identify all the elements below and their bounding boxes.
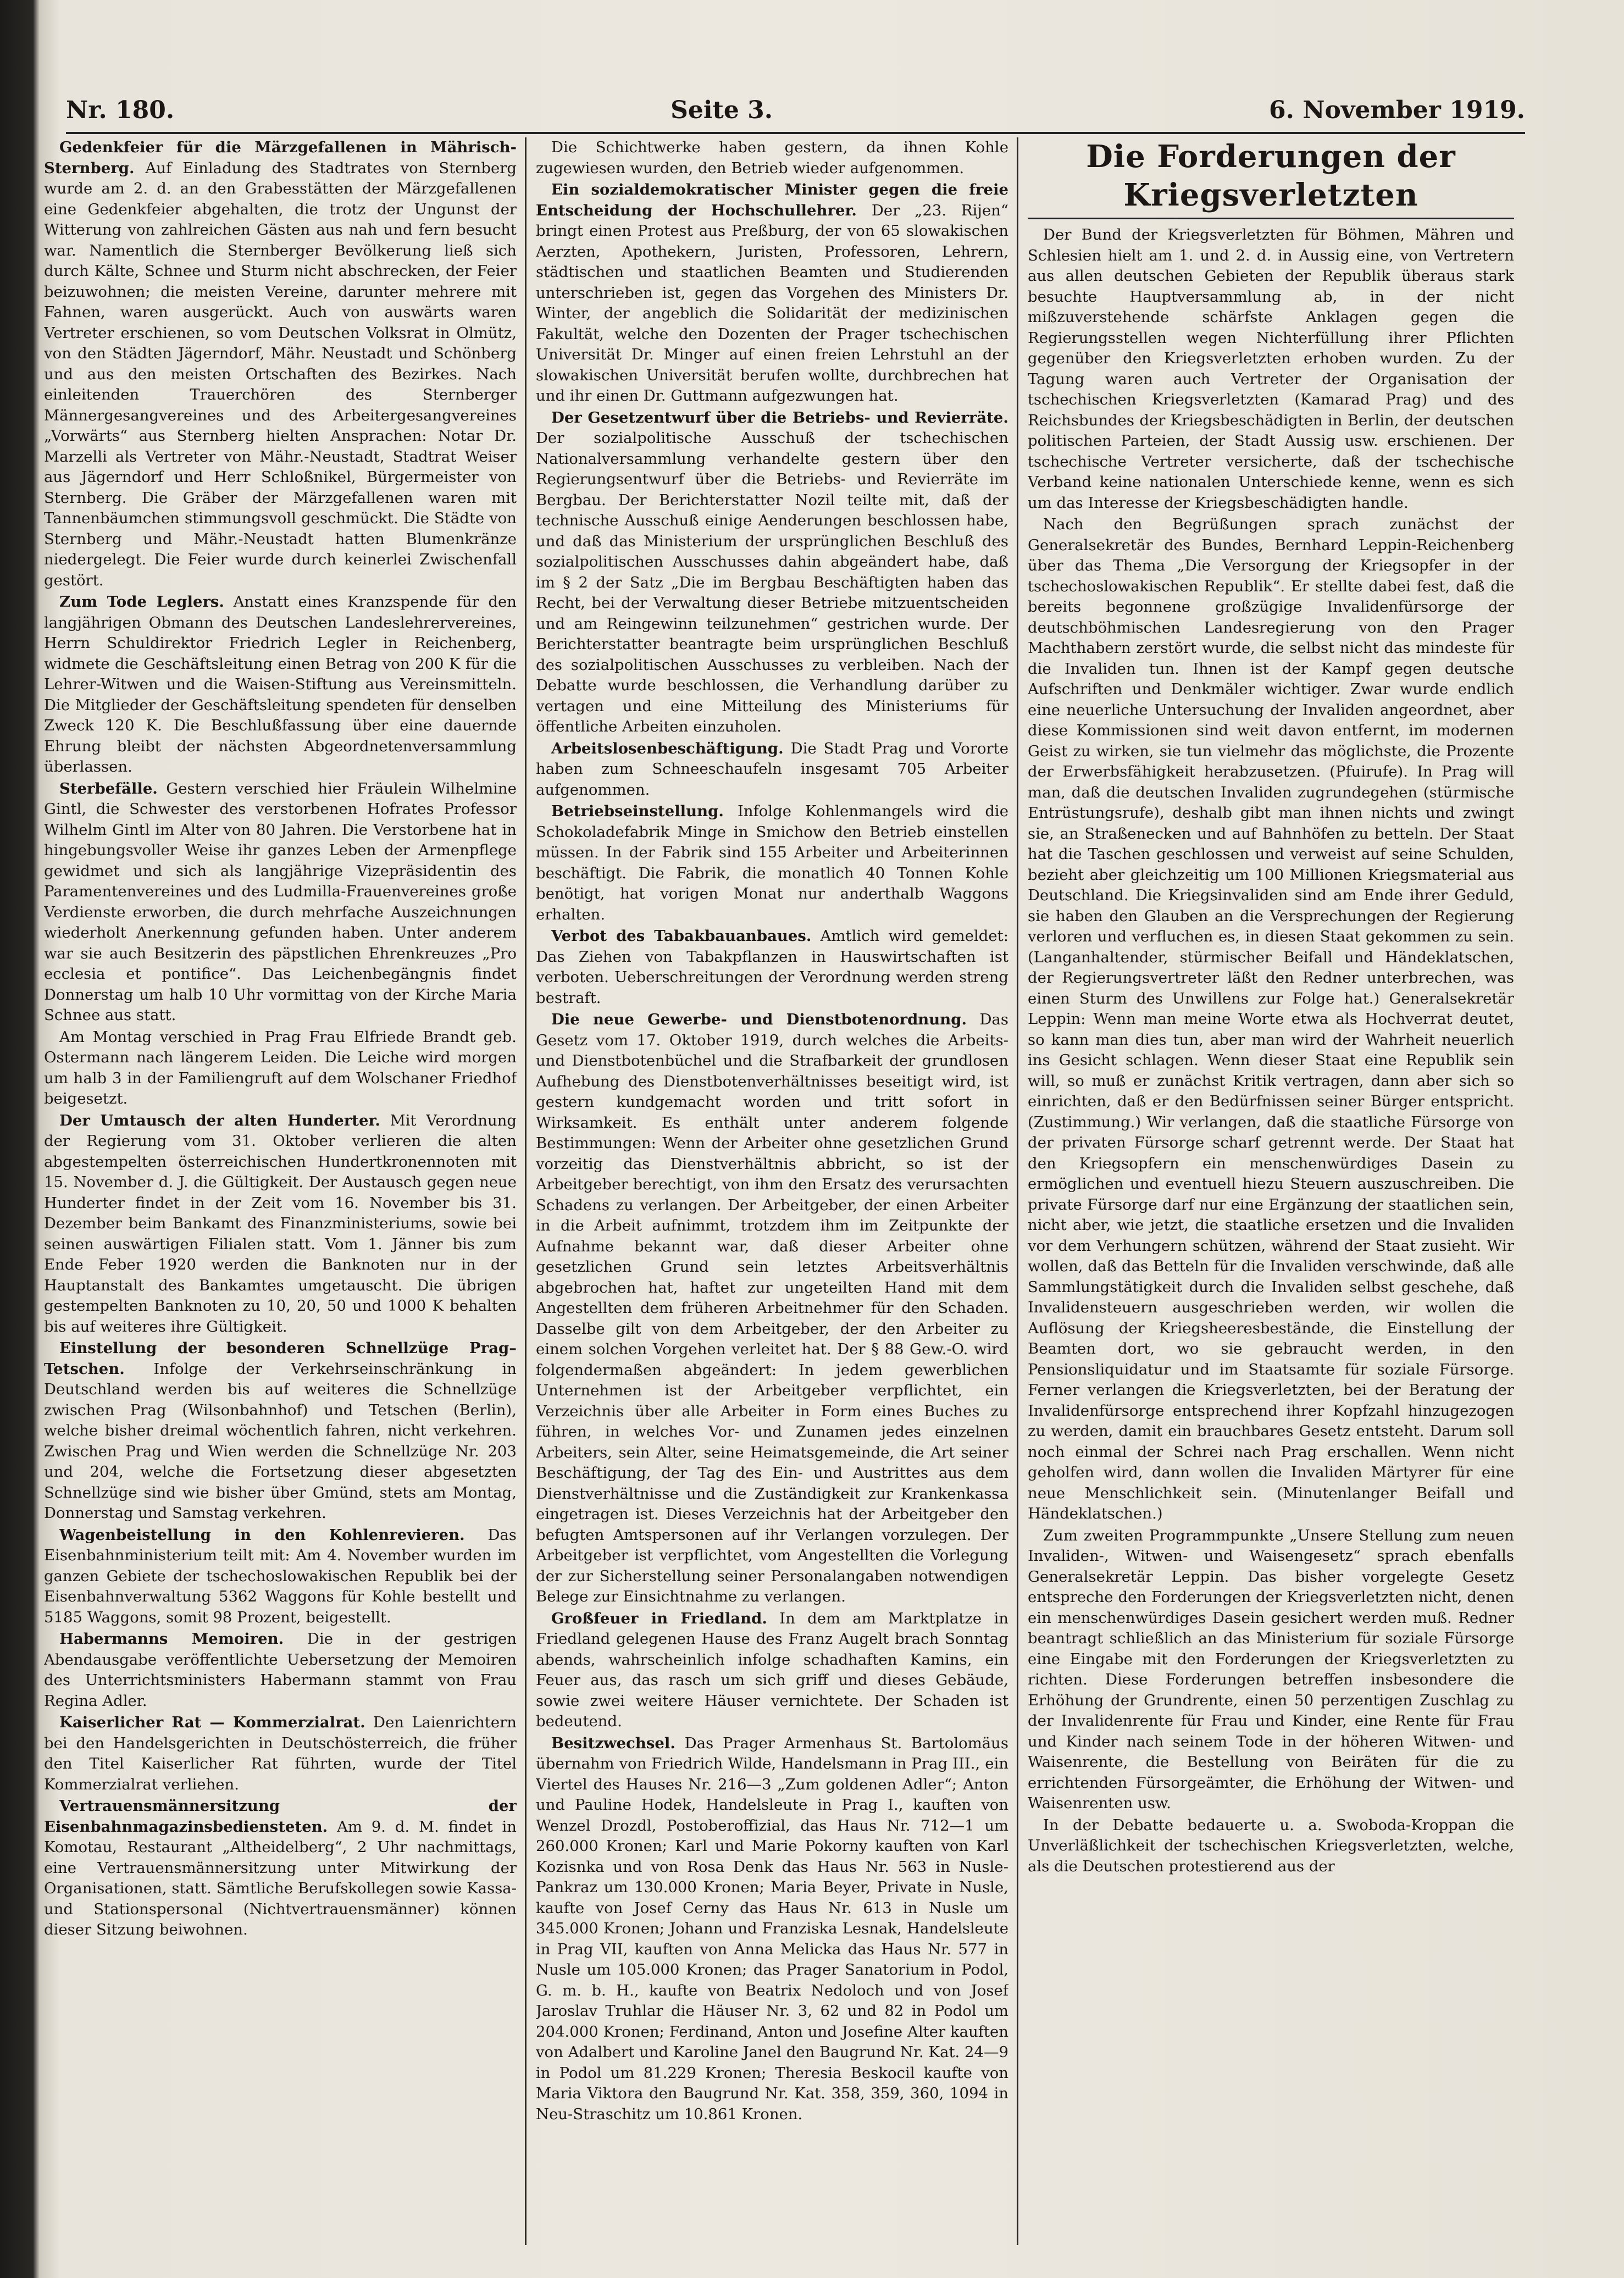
column-right bbox=[1028, 137, 1514, 2245]
news-item bbox=[44, 1027, 517, 1110]
news-item-heading: Habermanns Memoiren. bbox=[59, 1630, 284, 1648]
news-item-text: Der sozialpolitische Ausschuß der tschechischen Nationalversammlung verhandelte gestern über den Regierungsentwurf über die Betriebs- und Revierräte im Bergbau. Der Berichterstatter Nozil teilte mit, daß der technische Ausschuß einige Aenderungen beschlossen habe, und daß das Ministerium der ursprünglichen Beschluß des sozialpolitischen Ausschusses dahin abgeändert habe, daß im § 2 der Satz „Die im Bergbau Beschäftigten haben das Recht, bei der Verwaltung dieser Betriebe mitzuentscheiden und am Reingewinn teilzunehmen“ gestrichen wurde. Der Berichterstatter beantragte beim ursprünglichen Beschluß des sozialpolitischen Ausschusses zu verbleiben. Nach der Debatte wurde beschlossen, die Verhandlung darüber zu vertagen und eine Mitteilung des Ministeriums für öffentliche Arbeiten einzuholen. bbox=[536, 429, 1008, 735]
news-item bbox=[44, 1111, 517, 1338]
news-item-heading: Verbot des Tabakbauanbaues. bbox=[551, 927, 812, 945]
news-item-text: Am 9. d. M. findet in Komotau, Restaurant „Altheidelberg“, 2 Uhr nachmittags, eine Vertrauensmännersitzung unter Mitwirkung der Organisationen, statt. Sämtliche Berufskollegen sowie Kassa- und Stationspersonal (Nichtvertrauensmänner) können dieser Sitzung beiwohnen. bbox=[44, 1817, 517, 1938]
news-item-heading: Die neue Gewerbe- und Dienstbotenordnung. bbox=[551, 1011, 967, 1028]
column-divider bbox=[1017, 137, 1018, 2245]
news-item-text: Das Gesetz vom 17. Oktober 1919, durch welches die Arbeits- und Dienstbotenbüchel und die Strafbarkeit der grundlosen Aufhebung des Dienstbotenverhältnisses beseitigt wird, ist gestern kundgemacht worden und tritt sofort in Wirksamkeit. Es enthält unter anderem folgende Bestimmungen: Wenn der Arbeiter ohne gesetzlichen Grund vorzeitig das Dienstverhältnis abbricht, so ist der Arbeitgeber berechtigt, von ihm den Ersatz des verursachten Schadens zu verlangen. Der Arbeitgeber, der einen Arbeiter in die Arbeit aufnimmt, trotzdem ihm im Zeitpunkte der Aufnahme bekannt war, daß dieser Arbeiter ohne gesetzlichen Grund sein letztes Arbeitsverhältnis abgebrochen hat, haftet zur ungeteilten Hand mit dem Angestellten dem früheren Arbeitnehmer für den Schaden. Dasselbe gilt von dem Arbeitgeber, der den Arbeiter zu einem solchen Vorgehen verleitet hat. Der § 88 Gew.-O. wird folgendermaßen abgeändert: In jedem gewerblichen Unternehmen ist der Arbeitgeber verpflichtet, ein Verzeichnis über alle Arbeiter in Form eines Buches zu führen, in welches Vor- und Zunamen jedes einzelnen Arbeiters, sein Alter, seine Heimatsgemeinde, die Art seiner Beschäftigung, der Tag des Ein- und Austrittes aus dem Dienstverhältnisse und die Zuständigkeit zur Krankenkassa eingetragen ist. Dieses Verzeichnis hat der Arbeitgeber den befugten Amtspersonen auf ihr Verlangen vorzulegen. Der Arbeitgeber ist verpflichtet, vom Angestellten die Vorlegung der zur Sicherstellung seiner Personalangaben notwendigen Belege zur Einsichtnahme zu verlangen. bbox=[536, 1011, 1008, 1605]
news-item-heading: Vertrauensmännersitzung der Eisenbahnmagazinsbediensteten. bbox=[44, 1797, 517, 1836]
news-item bbox=[44, 1338, 517, 1524]
news-item-text: Mit Verordnung der Regierung vom 31. Oktober verlieren die alten abgestempelten österreichischen Hundertkronennoten mit 15. November d. J. die Gültigkeit. Der Austausch gegen neue Hunderter findet in der Zeit vom 16. November bis 31. Dezember beim Bankamt des Finanzministeriums, sowie bei seinen auswärtigen Filialen statt. Vom 1. Jänner bis zum Ende Feber 1920 werden die Banknoten nur in der Hauptanstalt des Bankamtes umgetauscht. Die übrigen gestempelten Banknoten zu 10, 20, 50 und 1000 K behalten bis auf weiteres ihre Gültigkeit. bbox=[44, 1111, 517, 1335]
news-item-text: Den Laienrichtern bei den Handelsgerichten in Deutschösterreich, die früher den Titel Kaiserlicher Rat führten, wurde der Titel Kommerzialrat verliehen. bbox=[44, 1714, 517, 1793]
news-item bbox=[536, 137, 1008, 179]
news-item-heading: Der Umtausch der alten Hunderter. bbox=[59, 1111, 380, 1129]
news-item-text: Die Stadt Prag und Vororte haben zum Schneeschaufeln insgesamt 705 Arbeiter aufgenommen. bbox=[536, 739, 1008, 799]
news-item-text: Auf Einladung des Stadtrates von Sternberg wurde am 2. d. an den Grabesstätten der Märzgefallenen eine Gedenkfeier abgehalten, die trotz der Ungunst der Witterung von zahlreichen Gästen aus nah und fern besucht war. Namentlich die Sternberger Bevölkerung ließ sich durch Kälte, Schnee und Sturm nicht abschrecken, der Feier beizuwohnen; die meisten Vereine, darunter mehrere mit Fahnen, waren ausgerückt. Auch von auswärts waren Vertreter erschienen, so vom Deutschen Volksrat in Olmütz, von den Städten Jägerndorf, Mähr. Neustadt und Schönberg und aus den meisten Ortschaften des Bezirkes. Nach einleitenden Trauerchören des Sternberger Männergesangvereines und des Arbeitergesangvereines „Vorwärts“ aus Sternberg hielten Ansprachen: Notar Dr. Marzelli als Vertreter von Mähr.-Neustadt, Stadtrat Weiser aus Jägerndorf und Herr Schloßnikel, Bürgermeister von Sternberg. Die Gräber der Märzgefallenen waren mit Tannenbäumchen stimmungsvoll geschmückt. Die Städte von Sternberg und Mähr.-Neustadt hatten Blumenkränze niedergelegt. Die Feier wurde durch keinerlei Zwischenfall gestört. bbox=[44, 159, 517, 589]
news-item-heading: Arbeitslosenbeschäftigung. bbox=[551, 739, 784, 757]
column-middle bbox=[536, 137, 1008, 2245]
column-divider bbox=[525, 137, 526, 2245]
news-item-heading: Der Gesetzentwurf über die Betriebs- und Revierräte. bbox=[551, 408, 1008, 426]
news-item-heading: Sterbefälle. bbox=[59, 779, 158, 797]
news-item-heading: Großfeuer in Friedland. bbox=[551, 1609, 767, 1627]
news-item bbox=[536, 1609, 1008, 1732]
news-item bbox=[44, 592, 517, 778]
news-item-text: Infolge Kohlenmangels wird die Schokoladefabrik Minge in Smichow den Betrieb einstellen müssen. In der Fabrik sind 155 Arbeiter und Arbeiterinnen beschäftigt. Die Fabrik, die monatlich 40 Tonnen Kohle benötigt, hat vorigen Monat nur anderthalb Waggons erhalten. bbox=[536, 802, 1008, 923]
news-item-heading: Betriebseinstellung. bbox=[551, 802, 724, 820]
news-item-heading: Wagenbeistellung in den Kohlenrevieren. bbox=[59, 1526, 465, 1544]
news-item-text: Die in der gestrigen Abendausgabe veröffentlichte Uebersetzung der Memoiren des Unterrichtsministers Habermann stammt von Frau Regina Adler. bbox=[44, 1630, 517, 1710]
news-item-text: Das Eisenbahnministerium teilt mit: Am 4. November wurden im ganzen Gebiete der tschechoslowakischen Republik bei der Eisenbahnverwaltung 5362 Waggons für Kohle bestellt und 5185 Waggons, somit 98 Prozent, beigestellt. bbox=[44, 1526, 517, 1626]
news-item bbox=[44, 1629, 517, 1711]
news-item-heading: Gedenkfeier für die Märzgefallenen in Mährisch-Sternberg. bbox=[44, 138, 517, 177]
news-item bbox=[536, 180, 1008, 407]
page-number: Seite 3. bbox=[670, 96, 773, 124]
news-item bbox=[44, 137, 517, 591]
news-item bbox=[536, 1010, 1008, 1608]
news-item-heading: Ein sozialdemokratischer Minister gegen die freie Entscheidung der Hochschullehrer. bbox=[536, 181, 1008, 219]
news-item bbox=[536, 1733, 1008, 2125]
article-paragraph: Zum zweiten Programmpunkte „Unsere Stellung zum neuen Invaliden-, Witwen- und Waisengesetz“ sprach ebenfalls Generalsekretär Leppin. Das bisher vorgelegte Gesetz entspreche den Forderungen der Kriegsverletzten nicht, denen ein menschenwürdiges Dasein gesichert werden muß. Redner beantragt schließlich an das Ministerium für soziale Fürsorge eine Eingabe mit den Forderungen der Kriegsverletzten zu richten. Diese Forderungen betreffen insbesondere die Erhöhung der Grundrente, einen 50 perzentigen Zuschlag zu der Invalidenrente für Frau und Kinder, eine Rente für Frau und Kinder nach seinem Tode in der höheren Witwen- und Waisenrente, die Bestellung von Beiräten für die zu errichtenden Fürsorgeämter, die Erhöhung der Witwen- und Waisenrenten usw. bbox=[1028, 1526, 1514, 1812]
news-item-text: Am Montag verschied in Prag Frau Elfriede Brandt geb. Ostermann nach längerem Leiden. Die Leiche wird morgen um halb 3 in der Familiengruft auf dem Wolschaner Friedhof beigesetzt. bbox=[44, 1028, 517, 1107]
column-left bbox=[44, 137, 517, 2245]
news-item bbox=[44, 1525, 517, 1628]
issue-number: Nr. 180. bbox=[66, 96, 175, 124]
article-paragraph: In der Debatte bedauerte u. a. Swoboda-Kroppan die Unverläßlichkeit der tschechischen Kriegsverletzten, welche, als die Deutschen protestierend aus der bbox=[1028, 1816, 1514, 1875]
news-item bbox=[536, 801, 1008, 925]
news-item-text: Das Prager Armenhaus St. Bartolomäus übernahm von Friedrich Wilde, Handelsmann in Prag III., ein Viertel des Hauses Nr. 216—3 „Zum goldenen Adler“; Anton und Pauline Hodek, Handelsleute in Prag I., kauften von Wenzel Drozdl, Postoberoffizial, das Haus Nr. 712—1 um 260.000 Kronen; Karl und Marie Pokorny kauften von Karl Kozisnka und von Rosa Denk das Haus Nr. 563 in Nusle-Pankraz um 130.000 Kronen; Maria Beyer, Private in Nusle, kaufte von Josef Cerny das Haus Nr. 613 in Nusle um 345.000 Kronen; Johann und Franziska Lesnak, Handelsleute in Prag VII, kauften von Anna Melicka das Haus Nr. 577 in Nusle um 105.000 Kronen; das Prager Sanatorium in Podol, G. m. b. H., kaufte von Beatrix Nedoloch und von Josef Jaroslav Truhlar die Häuser Nr. 3, 62 und 82 in Podol um 204.000 Kronen; Ferdinand, Anton und Josefine Alter kauften von Adalbert und Karoline Janel den Baugrund Nr. Kat. 24—9 in Podol um 81.229 Kronen; Theresia Beskocil kaufte von Maria Viktora den Baugrund Nr. Kat. 358, 359, 360, 1094 in Neu-Straschitz um 10.861 Kronen. bbox=[536, 1734, 1008, 2123]
news-item-text: Amtlich wird gemeldet: Das Ziehen von Tabakpflanzen in Hauswirtschaften ist verboten. Ueberschreitungen der Verordnung werden streng bestraft. bbox=[536, 927, 1008, 1007]
news-item bbox=[536, 739, 1008, 801]
issue-date: 6. November 1919. bbox=[1269, 96, 1525, 124]
news-item-text: Der „23. Rijen“ bringt einen Protest aus Preßburg, der von 65 slowakischen Aerzten, Apothekern, Juristen, Professoren, Lehrern, städtischen und staatlichen Beamten und Studierenden unterschrieben ist, gegen das Vorgehen des Ministers Dr. Winter, der angeblich die Solidarität der medizinischen Fakultät, welche den Dozenten der Prager tschechischen Universität Dr. Minger auf einen freien Lehrstuhl an der slowakischen Universität berufen wollte, durchbrechen hat und ihr einen Dr. Guttmann aufgezwungen hat. bbox=[536, 201, 1008, 404]
news-item bbox=[44, 1712, 517, 1795]
news-item-text: Gestern verschied hier Fräulein Wilhelmine Gintl, die Schwester des verstorbenen Hofrates Professor Wilhelm Gintl im Alter von 80 Jahren. Die Verstorbene hat in hingebungsvoller Weise ihr ganzes Leben der Armenpflege gewidmet und sich als langjährige Vizepräsidentin des Paramentenvereines und des Ludmilla-Frauenvereines große Verdienste erworben, die durch mehrfache Auszeichnungen wiederholt Anerkennung gefunden haben. Unter anderem war sie auch Besitzerin des päpstlichen Ehrenkreuzes „Pro ecclesia et pontifice“. Das Leichenbegängnis findet Donnerstag um halb 10 Uhr vormittag von der Kirche Maria Schnee aus statt. bbox=[44, 779, 517, 1024]
article-paragraph: Nach den Begrüßungen sprach zunächst der Generalsekretär des Bundes, Bernhard Leppin-Reichenberg über das Thema „Die Versorgung der Kriegsopfer in der tschechoslowakischen Republik“. Er stellte dabei fest, daß die bereits begonnene großzügige Invalidenfürsorge der deutschböhmischen Landesregierung von den Prager Machthabern zerstört wurde, die selbst nicht das mindeste für die Invaliden tun. Ihnen ist der Kampf gegen deutsche Aufschriften und Denkmäler wichtiger. Zwar wurde endlich eine neuerliche Untersuchung der Invaliden angeordnet, aber diese Kommissionen sind weit davon entfernt, im modernen Geist zu wirken, sie tun vielmehr das möglichste, die Prozente der Erwerbsfähigkeit herabzusetzen. (Pfuirufe). In Prag will man, daß die deutschen Invaliden zugrundegehen (stürmische Entrüstungsrufe), deshalb gibt man ihnen nichts und zwingt sie, an Straßenecken und auf Bahnhöfen zu betteln. Der Staat hat die Taschen geschlossen und verweist auf seine Schulden, bezieht aber gleichzeitig um 100 Millionen Kriegsmaterial aus Deutschland. Die Kriegsinvaliden sind am Ende ihrer Geduld, sie haben den Glauben an die Versprechungen der Regierung verloren und verfluchen es, in diesen Staat gekommen zu sein. (Langanhaltender, stürmischer Beifall und Händeklatschen, der Regierungsvertreter läßt den Redner unterbrechen, was einen Sturm des Unwillens zur Folge hat.) Generalsekretär Leppin: Wenn man meine Worte etwa als Hochverrat deutet, so kann man dies tun, aber man wird der Wahrheit neuerlich ins Gesicht schlagen. Wenn dieser Staat eine Republik sein will, so muß er zunächst Kritik vertragen, dann aber sich so einrichten, daß er den Bedürfnissen seiner Bürger entspricht. (Zustimmung.) Wir verlangen, daß die staatliche Fürsorge von der privaten Fürsorge scharf getrennt werde. Der Staat hat den Kriegsopfern ein menschenwürdiges Dasein zu ermöglichen und eventuell hiezu Steuern auszuschreiben. Die private Fürsorge darf nur eine Ergänzung der staatlichen sein, nicht aber, wie jetzt, die staatliche ersetzen und die Invaliden vor dem Verhungern schützen, während der Staat zusieht. Wir wollen, daß das Betteln für die Invaliden verschwinde, daß alle Sammlungstätigkeit durch die Invaliden selbst geschehe, daß Invalidensteuern ausgeschrieben werden, wir wollen die Auflösung der Kriegsheeresbestände, die Einstellung der Beamten dort, wo sie gebraucht werden, in den Pensionsliquidatur und im Staatsamte für soziale Fürsorge. Ferner verlangen die Kriegsverletzten, bei der Beratung der Invalidenfürsorge entsprechend ihrer Kopfzahl hinzugezogen zu werden, damit ein brauchbares Gesetz entsteht. Darum soll noch einmal der Schrei nach Prag erschallen. Wenn nicht geholfen wird, dann wollen die Invaliden Märtyrer für eine neue Menschlichkeit sein. (Minutenlanger Beifall und Händeklatschen.) bbox=[1028, 516, 1514, 1522]
news-item bbox=[536, 926, 1008, 1008]
news-item bbox=[536, 408, 1008, 738]
news-item-heading: Zum Tode Leglers. bbox=[59, 593, 224, 611]
news-item-text: Infolge der Verkehrseinschränkung in Deutschland werden bis auf weiteres die Schnellzüge zwischen Prag (Wilsonbahnhof) und Tetschen (Berlin), welche bisher dreimal wöchentlich fahren, nicht verkehren. Zwischen Prag und Wien werden die Schnellzüge Nr. 203 und 204, welche die Fortsetzung dieser abgesetzten Schnellzüge sind wie bisher über Gmünd, stets am Montag, Donnerstag und Samstag verkehren. bbox=[44, 1360, 517, 1522]
news-item-heading: Besitzwechsel. bbox=[551, 1734, 675, 1752]
news-item-text: In dem am Marktplatze in Friedland gelegenen Hause des Franz Augelt brach Sonntag abends, wahrscheinlich infolge schadhaften Kamins, ein Feuer aus, das rasch um sich griff und dieses Gebäude, sowie zwei weitere Häuser vernichtete. Der Schaden ist bedeutend. bbox=[536, 1609, 1008, 1730]
news-item bbox=[44, 1796, 517, 1941]
news-item-heading: Kaiserlicher Rat — Kommerzialrat. bbox=[59, 1714, 365, 1731]
article-headline: Die Forderungen der Kriegsverletzten bbox=[1028, 137, 1514, 219]
news-item-text: Anstatt eines Kranzspende für den langjährigen Obmann des Deutschen Landeslehrervereines, Herrn Schuldirektor Friedrich Legler in Reichenberg, widmete die Geschäftsleitung einen Betrag von 200 K für die Lehrer-Witwen und die Waisen-Stiftung aus Vereinsmitteln. Die Mitglieder der Geschäftsleitung spendeten für denselben Zweck 120 K. Die Beschlußfassung über eine dauernde Ehrung bleibt der nächsten Abgeordnetenversammlung überlassen. bbox=[44, 593, 517, 775]
news-item bbox=[44, 779, 517, 1026]
article-paragraph: Der Bund der Kriegsverletzten für Böhmen, Mähren und Schlesien hielt am 1. und 2. d. in Aussig eine, von Vertretern aus allen deutschen Gebieten der Republik überaus stark besuchte Hauptversammlung ab, in der nicht mißzuverstehende schärfste Anklagen gegen die Regierungsstellen wegen Nichterfüllung ihrer Pflichten gegenüber den Kriegsverletzten erhoben wurden. Zu der Tagung waren auch Vertreter der Organisation der tschechischen Kriegsverletzten (Kamarad Prag) und des Reichsbundes der Kriegsbeschädigten in Berlin, der deutschen politischen Parteien, der Stadt Aussig usw. erschienen. Der tschechische Vertreter versicherte, daß der tschechische Verband keine nationalen Unterschiede kenne, wenn es sich um das Interesse der Kriegsbeschädigten handle. bbox=[1028, 226, 1514, 512]
page-header bbox=[66, 88, 1525, 134]
news-item-heading: Einstellung der besonderen Schnellzüge Prag–Tetschen. bbox=[44, 1339, 517, 1378]
news-item-text: Die Schichtwerke haben gestern, da ihnen Kohle zugewiesen wurden, den Betrieb wieder aufgenommen. bbox=[536, 138, 1008, 177]
